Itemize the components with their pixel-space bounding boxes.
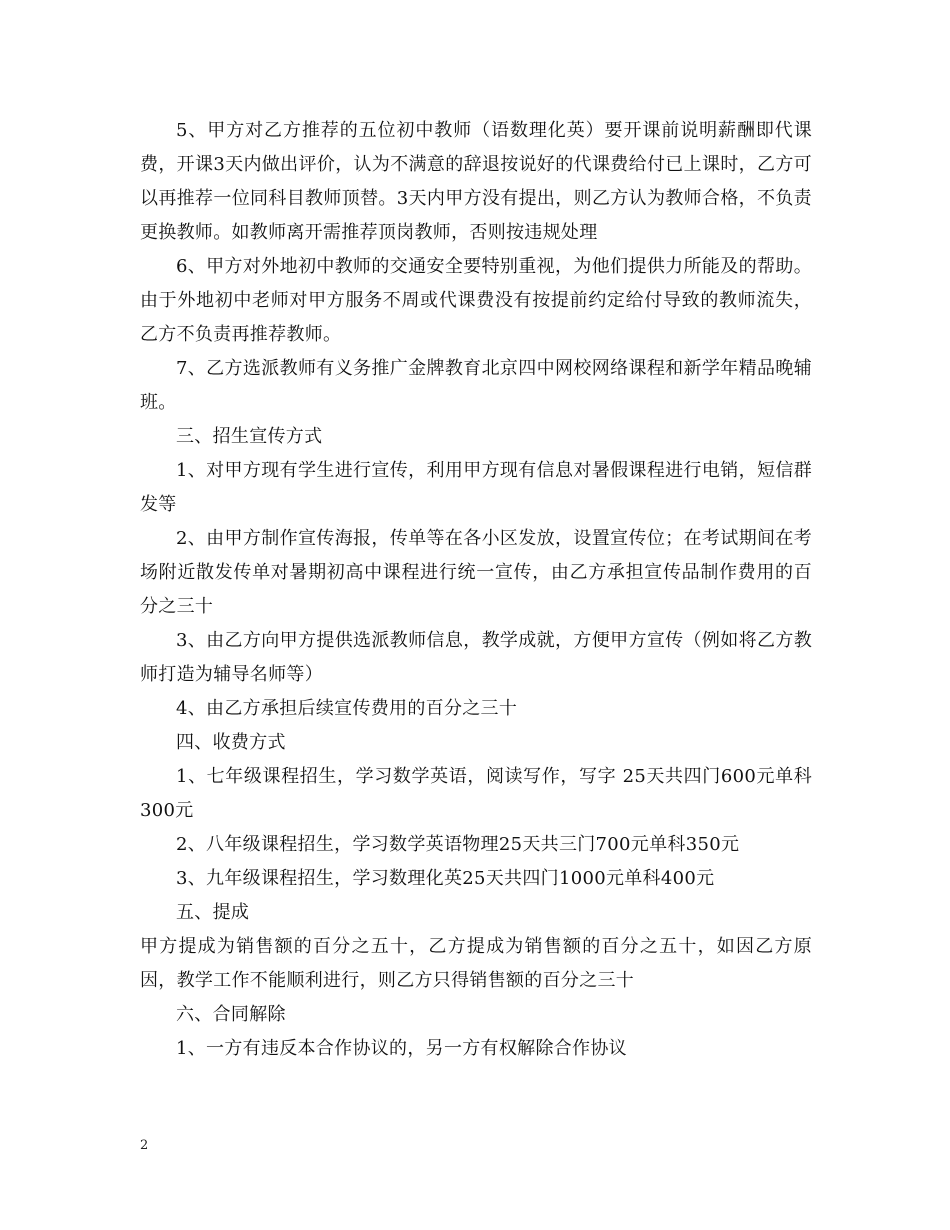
section-heading-recruitment: 三、招生宣传方式 bbox=[176, 426, 323, 447]
document-body bbox=[140, 114, 812, 1066]
section-heading-termination: 六、合同解除 bbox=[176, 1004, 286, 1025]
paragraph-clause-7: 7、乙方选派教师有义务推广金牌教育北京四中网校网络课程和新学年精品晚辅班。 bbox=[140, 358, 812, 413]
paragraph-recruitment-2: 2、由甲方制作宣传海报，传单等在各小区发放，设置宣传位；在考试期间在考场附近散发传单对暑期初高中课程进行统一宣传，由乙方承担宣传品制作费用的百分之三十 bbox=[140, 528, 812, 617]
paragraph-recruitment-1: 1、对甲方现有学生进行宣传，利用甲方现有信息对暑假课程进行电销，短信群发等 bbox=[140, 460, 812, 515]
page-number: 2 bbox=[140, 1138, 149, 1153]
paragraph-termination-1: 1、一方有违反本合作协议的，另一方有权解除合作协议 bbox=[176, 1038, 627, 1059]
paragraph-recruitment-4: 4、由乙方承担后续宣传费用的百分之三十 bbox=[176, 698, 518, 719]
paragraph-clause-5: 5、甲方对乙方推荐的五位初中教师（语数理化英）要开课前说明薪酬即代课费，开课3天内做出评价，认为不满意的辞退按说好的代课费给付已上课时，乙方可以再推荐一位同科目教师顶替。3天内甲方没有提出，则乙方认为教师合格，不负责更换教师。如教师离开需推荐顶岗教师，否则按违规处理 bbox=[140, 120, 812, 243]
paragraph-clause-6: 6、甲方对外地初中教师的交通安全要特别重视，为他们提供力所能及的帮助。由于外地初中老师对甲方服务不周或代课费没有按提前约定给付导致的教师流失，乙方不负责再推荐教师。 bbox=[140, 256, 812, 345]
paragraph-fees-3: 3、九年级课程招生，学习数理化英25天共四门1000元单科400元 bbox=[176, 868, 715, 889]
paragraph-fees-1: 1、七年级课程招生，学习数学英语，阅读写作，写字 25天共四门600元单科300元 bbox=[140, 766, 812, 821]
paragraph-commission: 甲方提成为销售额的百分之五十，乙方提成为销售额的百分之五十，如因乙方原因，教学工作不能顺利进行，则乙方只得销售额的百分之三十 bbox=[140, 936, 812, 991]
section-heading-commission: 五、提成 bbox=[176, 902, 250, 923]
paragraph-fees-2: 2、八年级课程招生，学习数学英语物理25天共三门700元单科350元 bbox=[176, 834, 740, 855]
paragraph-recruitment-3: 3、由乙方向甲方提供选派教师信息，教学成就，方便甲方宣传（例如将乙方教师打造为辅导名师等） bbox=[140, 630, 812, 685]
section-heading-fees: 四、收费方式 bbox=[176, 732, 286, 753]
